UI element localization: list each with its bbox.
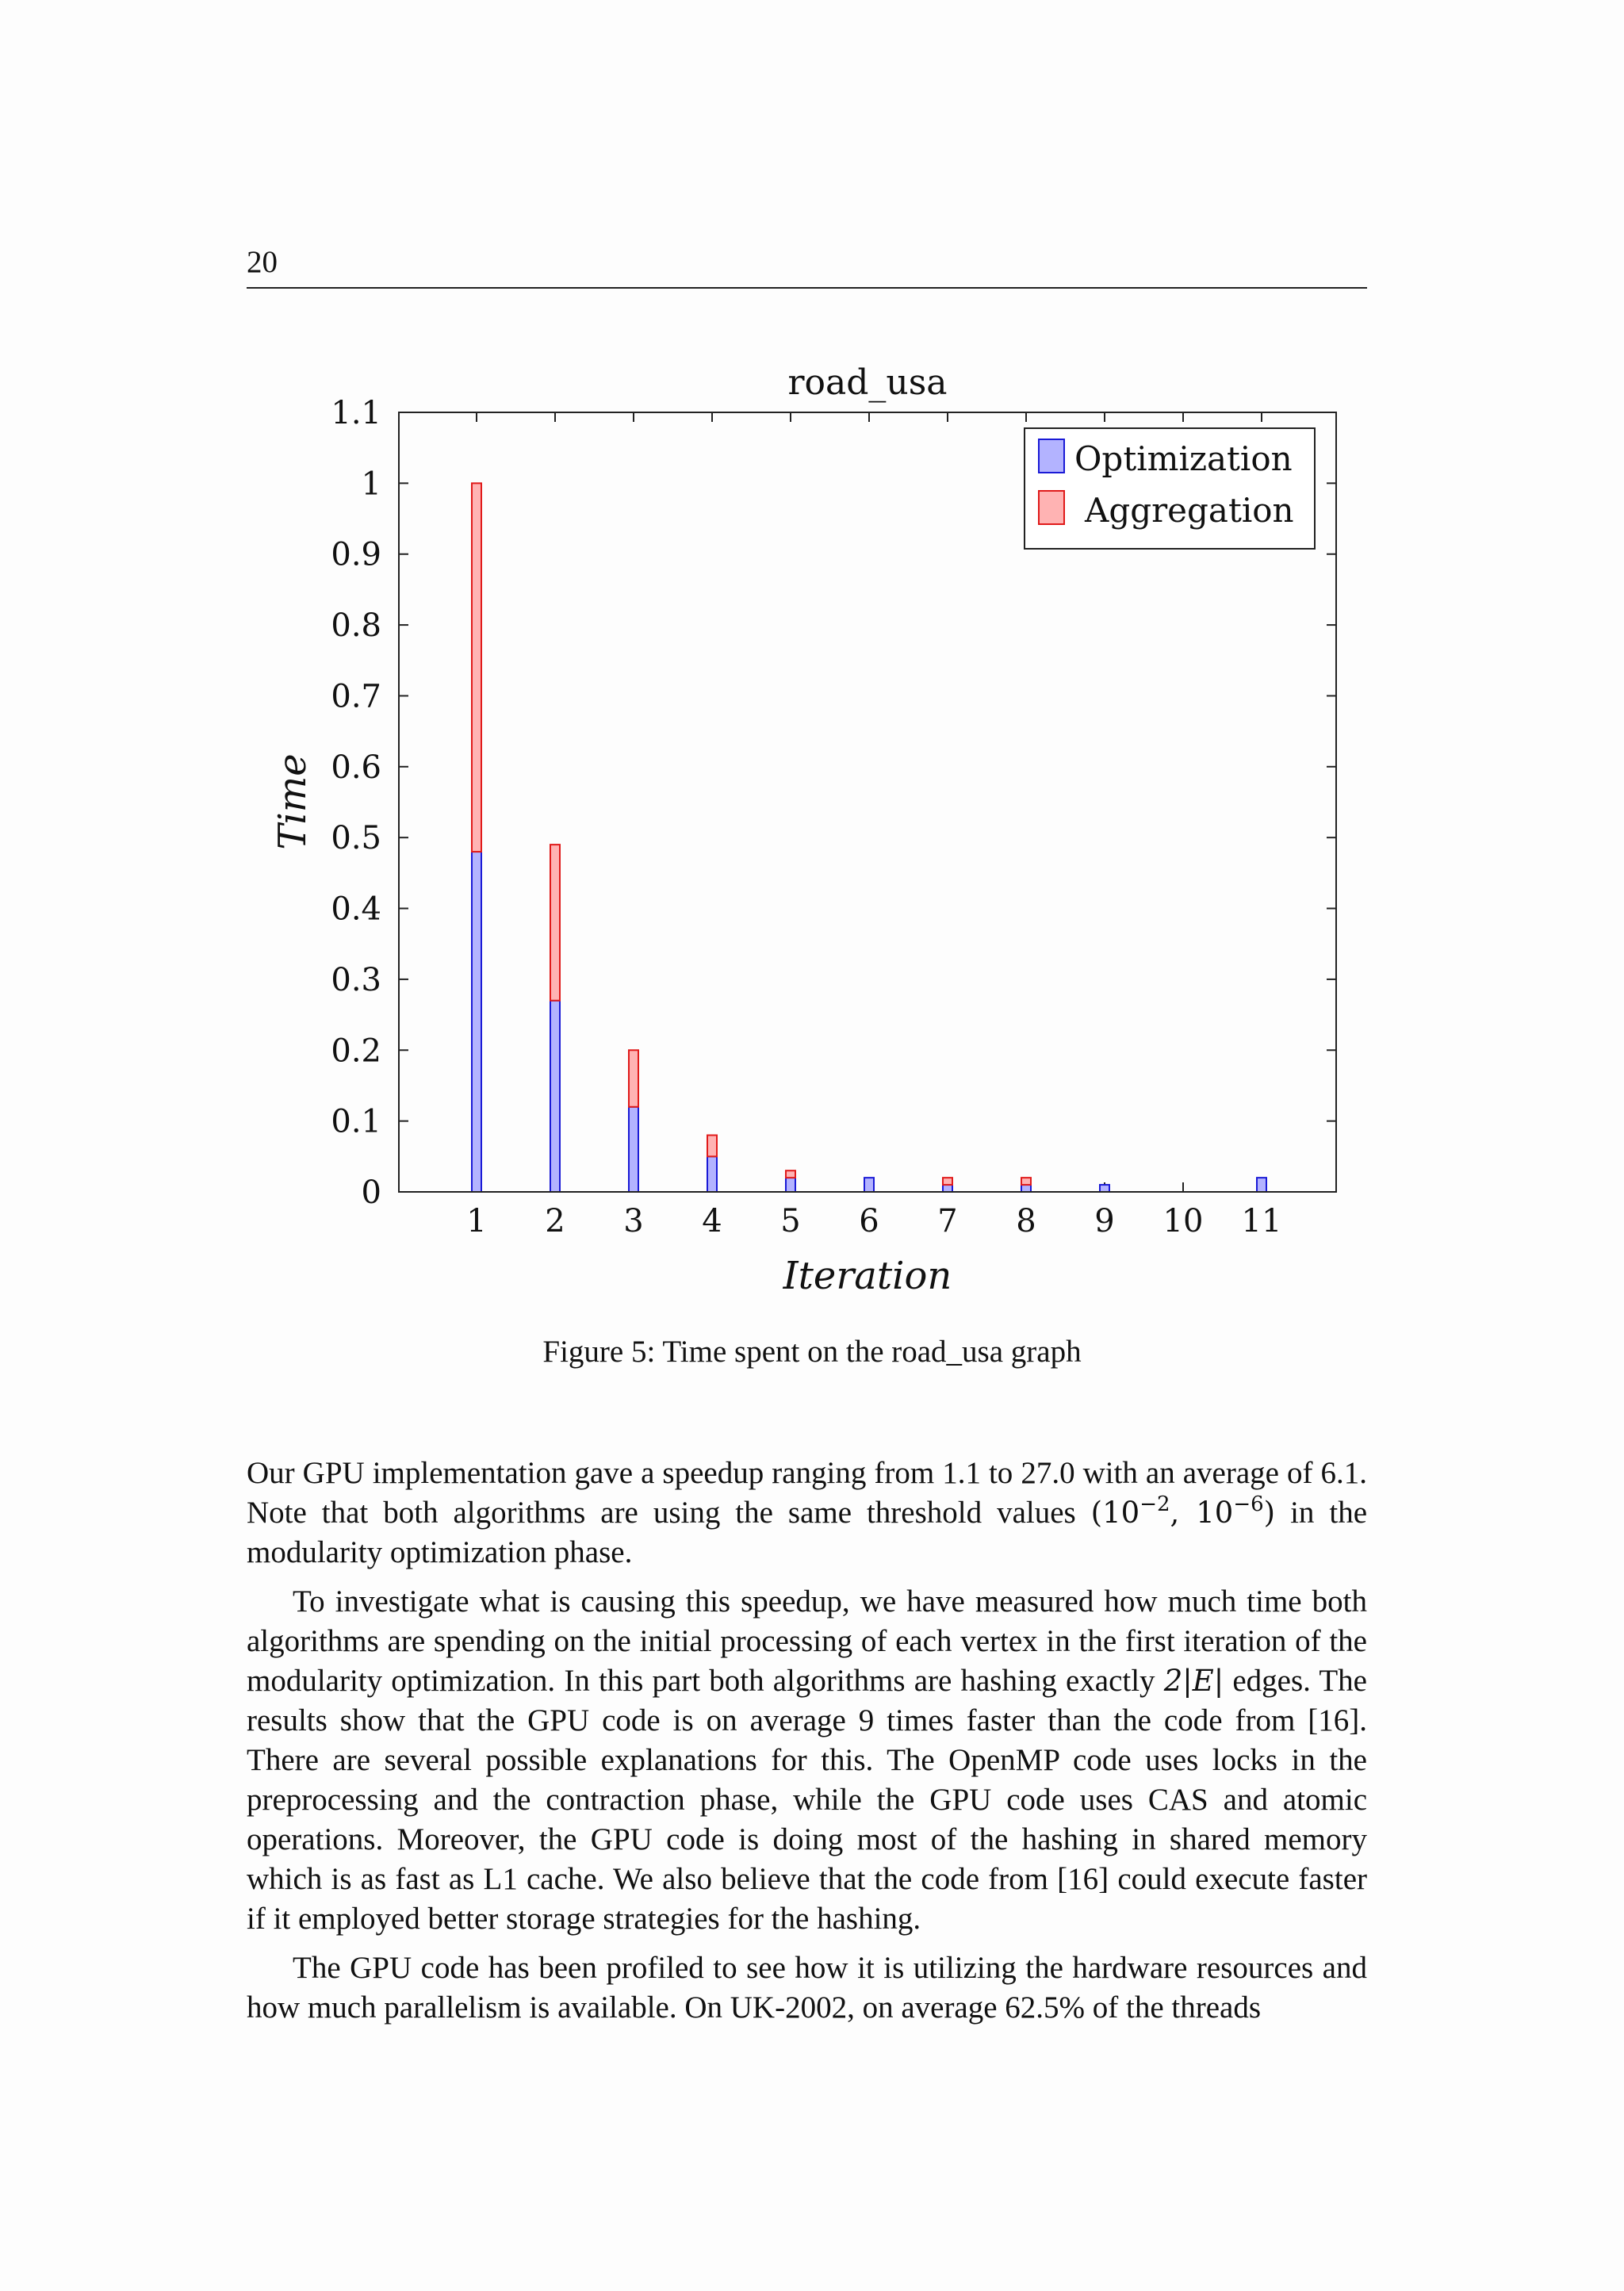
y-tick-label: 0.3 bbox=[331, 961, 381, 998]
bar-aggregation-8 bbox=[1021, 1178, 1031, 1185]
bars bbox=[472, 483, 1266, 1192]
y-tick-label: 0.4 bbox=[331, 891, 381, 928]
bar-optimization-4 bbox=[707, 1156, 717, 1192]
x-axis-label: Iteration bbox=[783, 1254, 952, 1298]
x-tick-label: 4 bbox=[702, 1203, 722, 1239]
x-tick-label: 8 bbox=[1016, 1203, 1036, 1239]
bar-aggregation-2 bbox=[550, 845, 560, 1001]
bar-aggregation-1 bbox=[472, 483, 481, 852]
y-tick-label: 0.8 bbox=[331, 607, 381, 645]
x-tick-label: 2 bbox=[545, 1203, 565, 1239]
bar-optimization-11 bbox=[1257, 1178, 1266, 1192]
legend-label-aggregation: Aggregation bbox=[1085, 491, 1294, 530]
x-tick-label: 11 bbox=[1241, 1203, 1282, 1239]
y-tick-label: 0.6 bbox=[331, 749, 381, 786]
legend-label-optimization: Optimization bbox=[1074, 439, 1293, 478]
bar-optimization-3 bbox=[629, 1107, 638, 1192]
legend bbox=[1025, 428, 1315, 549]
x-tick-label: 6 bbox=[859, 1203, 879, 1239]
bar-optimization-5 bbox=[786, 1178, 795, 1192]
y-tick-label: 0 bbox=[361, 1174, 381, 1211]
y-tick-label: 0.7 bbox=[331, 678, 381, 715]
bar-optimization-6 bbox=[864, 1178, 874, 1192]
bar-aggregation-3 bbox=[629, 1050, 638, 1106]
y-tick-label: 0.5 bbox=[331, 820, 381, 857]
bar-optimization-7 bbox=[943, 1185, 952, 1192]
legend-swatch-aggregation bbox=[1039, 491, 1064, 524]
bar-optimization-9 bbox=[1100, 1185, 1109, 1192]
y-tick-label: 0.1 bbox=[331, 1103, 381, 1140]
paragraph-2: To investigate what is causing this speedup, we have measured how much time both algorithms are spending on the initial processing of each vertex in the first iteration of the modularity optimization. In this part both algorithms are hashing exactly 2|E| edges. The results show that the GPU code is on average 9 times faster than the code from [16]. There are several possible explanations for this. The OpenMP code uses locks in the preprocessing and the contraction phase, while the GPU code uses CAS and atomic operations. Moreover, the GPU code is doing most of the hashing in shared memory which is as fast as L1 cache. We also believe that the code from [16] could execute faster if it employed better storage strategies for the hashing. bbox=[247, 1584, 1367, 1936]
edges-math: 2|E| bbox=[1163, 1664, 1224, 1698]
y-tick-label: 0.9 bbox=[331, 536, 381, 573]
paragraph-1: Our GPU implementation gave a speedup ranging from 1.1 to 27.0 with an average of 6.1. Note that both algorithms are using the same threshold values ($10^{-2}$, $10^{-6}$) in the modularity optimization phase. bbox=[247, 1456, 1367, 1569]
x-tick-label: 7 bbox=[937, 1203, 958, 1239]
paragraph-3: The GPU code has been profiled to see how it is utilizing the hardware resources and how much parallelism is available. On UK-2002, on average 62.5% of the threads bbox=[247, 1951, 1367, 2025]
bar-optimization-2 bbox=[550, 1001, 560, 1192]
y-tick-label: 1.1 bbox=[331, 395, 381, 431]
bar-aggregation-5 bbox=[786, 1170, 795, 1178]
page-number: 20 bbox=[247, 245, 278, 279]
x-tick-label: 10 bbox=[1162, 1203, 1204, 1239]
x-tick-labels bbox=[466, 1203, 1281, 1239]
x-tick-label: 9 bbox=[1094, 1203, 1115, 1239]
y-tick-label: 1 bbox=[361, 465, 381, 503]
bar-optimization-8 bbox=[1021, 1185, 1031, 1192]
legend-swatch-optimization bbox=[1039, 439, 1064, 473]
y-axis-label: Time bbox=[270, 753, 315, 850]
bar-aggregation-7 bbox=[943, 1178, 952, 1185]
body-text bbox=[247, 1454, 1367, 2037]
x-tick-label: 5 bbox=[780, 1203, 801, 1239]
chart-title: road_usa bbox=[787, 362, 948, 403]
x-tick-label: 1 bbox=[466, 1203, 487, 1239]
bar-aggregation-4 bbox=[707, 1136, 717, 1157]
y-tick-label: 0.2 bbox=[331, 1032, 381, 1070]
bar-optimization-1 bbox=[472, 852, 481, 1192]
x-tick-label: 3 bbox=[623, 1203, 644, 1239]
y-tick-labels bbox=[331, 395, 381, 1211]
figure-caption: Figure 5: Time spent on the road_usa graph bbox=[542, 1335, 1082, 1369]
threshold-math: ($10^{-2}$, $10^{-6}$) bbox=[1090, 1492, 1276, 1530]
